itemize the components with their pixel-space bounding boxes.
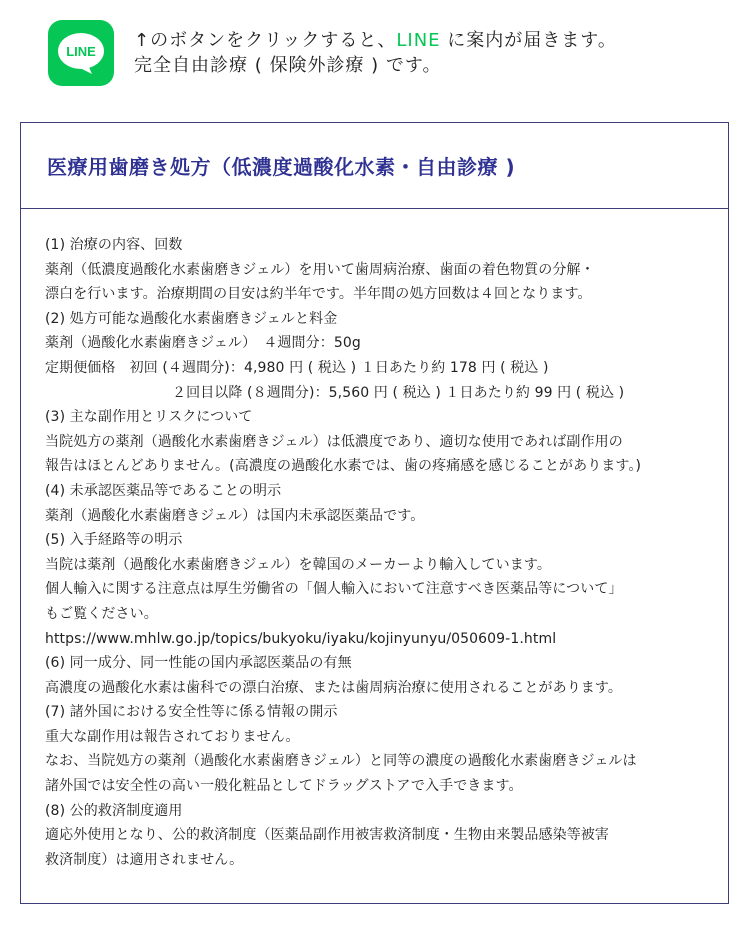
banner-line-1 — [134, 28, 617, 53]
line-banner — [48, 20, 728, 90]
section-heading-1: (1) 治療の内容、回数 — [45, 237, 183, 253]
section-heading-5: (5) 入手経路等の明示 — [45, 532, 183, 549]
banner-line1-post: に案内が届きます。 — [440, 30, 617, 51]
body-line: 重大な副作用は報告されておりません。 — [45, 728, 300, 745]
banner-text — [134, 28, 617, 78]
line-app-icon[interactable] — [48, 20, 114, 86]
section-heading-2: (2) 処方可能な過酸化水素歯磨きジェルと料金 — [45, 310, 338, 327]
mhlw-url[interactable]: https://www.mhlw.go.jp/topics/bukyoku/iyaku/kojinyunyu/050609-1.html — [45, 630, 557, 647]
panel-body — [21, 209, 728, 872]
body-line: 当院処方の薬剤（過酸化水素歯磨きジェル）は低濃度であり、適切な使用であれば副作用の — [45, 433, 623, 450]
body-line: 薬剤（低濃度過酸化水素歯磨きジェル）を用いて歯周病治療、歯面の着色物質の分解・ — [45, 261, 595, 278]
price-second: ２回目以降 (８週間分)：5,560 円 ( 税込 ) １日あたり約 99 円 ( 税込 ) — [172, 384, 625, 401]
section-heading-3: (3) 主な副作用とリスクについて — [45, 409, 253, 426]
body-line: もご覧ください。 — [45, 605, 158, 622]
body-line: 個人輸入に関する注意点は厚生労働省の「個人輸入において注意すべき医薬品等について」 — [45, 581, 623, 598]
panel-title: 医療用歯磨き処方（低濃度過酸化水素・自由診療 ) — [21, 123, 728, 209]
line-icon-label: LINE — [66, 44, 96, 59]
info-panel — [20, 122, 729, 904]
body-line: 薬剤（過酸化水素歯磨きジェル） ４週間分：50g — [45, 335, 361, 352]
section-heading-8: (8) 公的救済制度適用 — [45, 802, 183, 819]
chat-bubble-icon — [48, 20, 114, 86]
section-heading-4: (4) 未承認医薬品等であることの明示 — [45, 482, 282, 499]
body-line: 報告はほとんどありません。(高濃度の過酸化水素では、歯の疼痛感を感じることがあります。) — [45, 458, 642, 475]
banner-line-word: LINE — [396, 30, 441, 51]
body-line: 漂白を行います。治療期間の目安は約半年です。半年間の処方回数は４回となります。 — [45, 286, 592, 303]
banner-line1-pre: ↑のボタンをクリックすると、 — [134, 30, 397, 51]
body-line: 諸外国では安全性の高い一般化粧品としてドラッグストアで入手できます。 — [45, 778, 523, 795]
body-line: 救済制度）は適用されません。 — [45, 851, 244, 868]
section-heading-7: (7) 諸外国における安全性等に係る情報の開示 — [45, 704, 338, 721]
body-line: 適応外使用となり、公的救済制度（医薬品副作用被害救済制度・生物由来製品感染等被害 — [45, 827, 609, 844]
banner-line-2: 完全自由診療 ( 保険外診療 ) です。 — [134, 55, 442, 76]
body-line: 薬剤（過酸化水素歯磨きジェル）は国内未承認医薬品です。 — [45, 507, 425, 524]
price-first: 定期便価格 初回 (４週間分)：4,980 円 ( 税込 ) １日あたり約 178 円 ( 税込 ) — [45, 359, 549, 376]
body-line: なお、当院処方の薬剤（過酸化水素歯磨きジェル）と同等の濃度の過酸化水素歯磨きジェルは — [45, 753, 637, 770]
body-line: 高濃度の過酸化水素は歯科での漂白治療、または歯周病治療に使用されることがあります。 — [45, 679, 622, 696]
body-line: 当院は薬剤（過酸化水素歯磨きジェル）を韓国のメーカーより輸入しています。 — [45, 556, 551, 573]
section-heading-6: (6) 同一成分、同一性能の国内承認医薬品の有無 — [45, 655, 352, 672]
